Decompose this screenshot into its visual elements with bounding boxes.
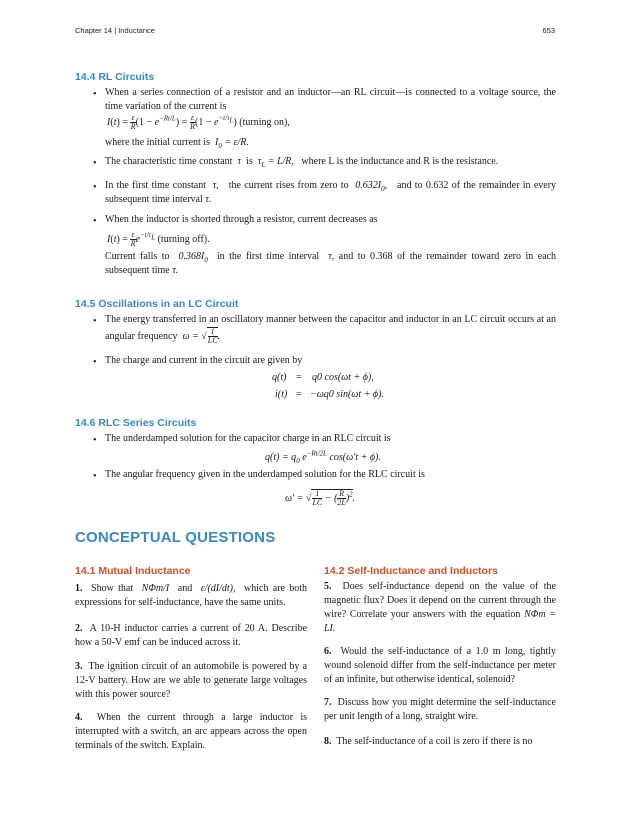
initial-current-eq: $I_0 = \varepsilon/R$. xyxy=(214,137,249,150)
underdamped-omega-eq: ω′ = √ $\frac{1}{LC}$ − ( $\frac{R}{2L}$ )$^2$. xyxy=(285,489,356,507)
bullet: • xyxy=(93,316,97,327)
underdamped-charge-text: The underdamped solution for the capacitor charge in an RLC circuit is xyxy=(105,433,391,444)
question-number: 3. xyxy=(75,661,83,672)
tau-symbol: τ xyxy=(328,251,332,262)
q3-text: The ignition circuit of an automobile is powered by a 12-V battery. How are we able to generate large voltages with this power source? xyxy=(75,661,308,700)
tau-symbol: τ xyxy=(237,156,242,167)
summary-rl-current-text: When a series connection of a resistor and an inductor—an RL circuit—is connected to a voltage source, the time variation of the current is xyxy=(105,87,556,112)
eq-equals: = xyxy=(296,389,302,400)
bullet: • xyxy=(93,357,97,368)
question-number: 7. xyxy=(324,697,332,708)
question-4 xyxy=(75,711,307,753)
question-number: 2. xyxy=(75,623,83,634)
first-tc-c: and to 0.632 of the remainder in every subsequent time interval xyxy=(105,180,557,205)
subsection-title-14-1: 14.1 Mutual Inductance xyxy=(75,565,191,577)
q7-text: Discuss how you might determine the self-inductance per unit length of a long, straight wire. xyxy=(324,697,556,722)
q4-text: When the current through a large inductor is interrupted with a switch, an arc appears across the open terminals of the switch. Explain. xyxy=(75,712,307,751)
conceptual-questions-heading: CONCEPTUAL QUESTIONS xyxy=(75,529,276,546)
rise-eq: $0.632I_0$, xyxy=(355,180,388,193)
bullet: • xyxy=(93,182,97,193)
q1-and: and xyxy=(177,583,193,594)
first-tc-a: In the first time constant xyxy=(105,180,207,191)
section-title-14-6: 14.6 RLC Series Circuits xyxy=(75,417,197,429)
question-number: 4. xyxy=(75,712,83,723)
charge-current-text: The charge and current in the circuit are given by xyxy=(105,355,303,366)
question-2 xyxy=(75,622,307,650)
falls-c: , and to 0.368 of the remainder toward zero in each subsequent time xyxy=(105,251,557,276)
question-number: 5. xyxy=(324,581,332,592)
initial-current-line xyxy=(105,136,249,150)
question-8 xyxy=(324,735,556,749)
tau-symbol: τ. xyxy=(205,194,212,205)
question-7 xyxy=(324,696,556,724)
initial-current-text: where the initial current is xyxy=(105,137,210,148)
question-6 xyxy=(324,645,556,687)
question-number: 8. xyxy=(324,736,332,747)
bullet: • xyxy=(93,435,97,446)
tau-symbol: τ. xyxy=(172,265,179,276)
time-constant-text-b: is xyxy=(246,156,253,167)
lc-frequency-text-body: The energy transferred in an oscillatory manner between the capacitor and inductor in an LC circuit occurs at an angular frequency xyxy=(105,314,556,342)
q1-text-b: which are both expressions for self-inductance, have the same units. xyxy=(75,583,307,608)
turning-off-note: (turning off). xyxy=(157,233,210,245)
first-time-constant-text xyxy=(105,179,556,207)
lc-omega-eq: ω = √ $\frac{1}{LC}$ . xyxy=(182,327,221,345)
q5-text: Does self-inductance depend on the value of the magnetic flux? Does it depend on the current through the wire? Correlate your answers with the equation xyxy=(324,581,556,620)
bullet: • xyxy=(93,89,97,100)
eq-i-lhs: i(t) xyxy=(275,389,288,400)
tau-symbol: τ, xyxy=(212,180,219,191)
underdamped-charge-eq: $q(t) = q_0$ $e^{-Rt/2L}$ cos(ω′t + ϕ). xyxy=(265,449,381,465)
question-number: 1. xyxy=(75,583,83,594)
shorted-inductor-text: When the inductor is shorted through a resistor, current decreases as xyxy=(105,214,378,225)
falls-b: in the first time interval xyxy=(216,251,320,262)
q1-text-a: Show that xyxy=(91,583,134,594)
lc-frequency-text xyxy=(105,313,556,345)
question-number: 6. xyxy=(324,646,332,657)
bullet: • xyxy=(93,471,97,482)
eq-equals: = xyxy=(296,372,302,383)
underdamped-frequency-text: The angular frequency given in the underdamped solution for the RLC circuit is xyxy=(105,469,425,480)
rl-turn-off-formula: I(t) = $\frac{\varepsilon}{R}$ $e^{-t/\tau_L}$ (turning off). xyxy=(107,230,210,248)
time-constant-text-a: The characteristic time constant xyxy=(105,156,233,167)
running-header-chapter: Chapter 14 | Inductance xyxy=(75,26,155,35)
bullet: • xyxy=(93,158,97,169)
question-3 xyxy=(75,660,307,702)
eq-q-lhs: q(t) xyxy=(272,372,287,383)
falls-a: Current falls to xyxy=(105,251,170,262)
rl-turn-on-formula: I(t) = $\frac{\varepsilon}{R}$ $(1 - e^{-Rt/L})$ = $\frac{\varepsilon}{R}$ $(1 - e^{-t/\tau_L})$ (turning on), xyxy=(107,113,290,131)
first-tc-b: the current rises from zero to xyxy=(228,180,349,191)
subsection-title-14-2: 14.2 Self-Inductance and Inductors xyxy=(324,565,498,577)
q2-text: A 10-H inductor carries a current of 20 A. Describe how a 50-V emf can be induced across it. xyxy=(75,623,308,648)
time-constant-line xyxy=(105,155,498,169)
q5-eq: NΦm = LI. xyxy=(324,609,556,634)
turning-on-note: (turning on), xyxy=(239,116,290,128)
current-falls-text xyxy=(105,250,556,278)
tau-l-eq: $\tau_L = L/R$, xyxy=(257,156,294,169)
page-number: 653 xyxy=(542,26,555,35)
falls-eq: $0.368I_0$ xyxy=(178,251,208,264)
time-constant-text-c: where L is the inductance and R is the resistance. xyxy=(301,156,499,167)
question-1 xyxy=(75,582,307,610)
bullet: • xyxy=(93,216,97,227)
eq-q-rhs: q0 cos(ωt + ϕ), xyxy=(312,372,374,383)
q8-text: The self-inductance of a coil is zero if there is no xyxy=(336,736,533,747)
question-5 xyxy=(324,580,556,636)
q1-eq2: ε/(dI/dt), xyxy=(200,583,236,594)
section-title-14-4: 14.4 RL Circuits xyxy=(75,71,155,83)
eq-i-rhs: −ωq0 sin(ωt + ϕ). xyxy=(310,389,384,400)
section-title-14-5: 14.5 Oscillations in an LC Circuit xyxy=(75,298,239,310)
q1-eq1: NΦm/I xyxy=(141,583,170,594)
q6-text: Would the self-inductance of a 1.0 m long, tightly wound solenoid differ from the self-inductance per meter of an infinite, but otherwise identical, solenoid? xyxy=(324,646,557,685)
